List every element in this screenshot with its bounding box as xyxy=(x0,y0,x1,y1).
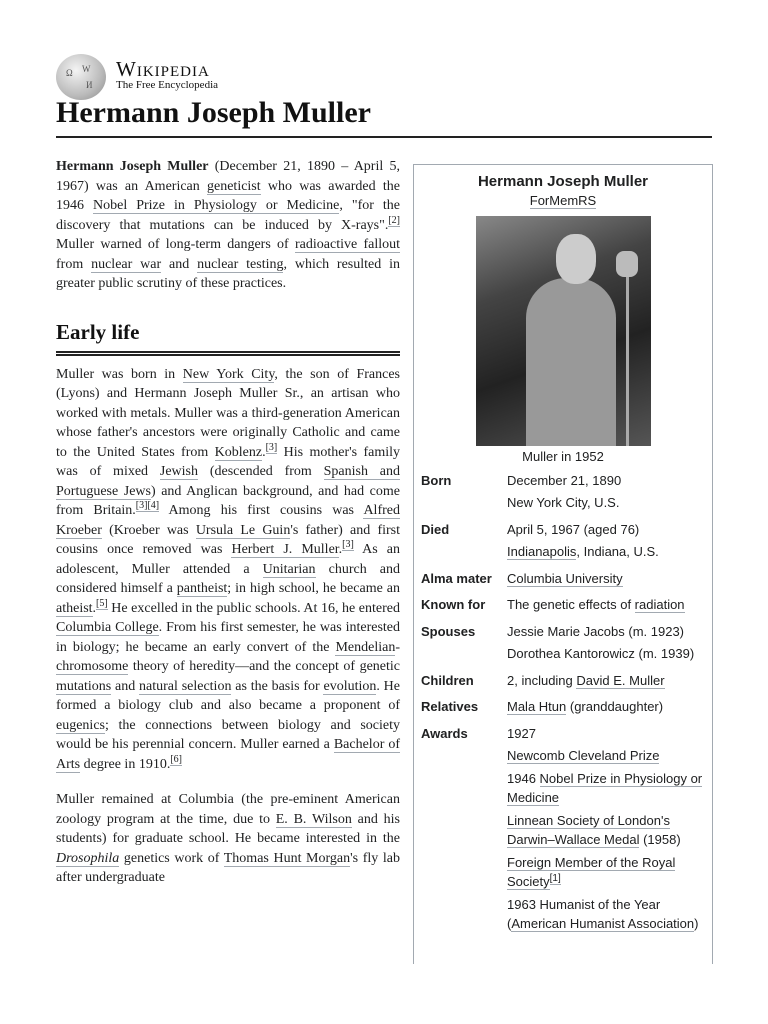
wiki-link[interactable]: Ursula Le Guin xyxy=(195,522,291,538)
wiki-link[interactable]: Unitarian xyxy=(262,561,316,577)
infobox-label: Relatives xyxy=(421,699,479,714)
citation-link[interactable]: [2] xyxy=(388,214,400,226)
photo-caption: Muller in 1952 xyxy=(522,449,604,464)
infobox-label: Awards xyxy=(421,725,468,741)
infobox-value xyxy=(507,671,712,691)
text: , which resulted in greater public scrutiny of these practices. xyxy=(56,256,401,291)
text: 1963 Humanist of the Year ( xyxy=(507,896,661,931)
infobox-value xyxy=(507,853,712,892)
wiki-link[interactable]: Newcomb Cleveland Prize xyxy=(507,748,660,763)
infobox-value xyxy=(507,520,712,540)
wiki-link[interactable]: Columbia College xyxy=(56,620,159,635)
wiki-link[interactable]: eugenics xyxy=(56,717,105,733)
wiki-link[interactable]: Linnean Society of London's Darwin–Wallace Medal xyxy=(507,812,670,847)
wiki-link[interactable]: Nobel Prize in Physiology or Medicine xyxy=(507,770,703,805)
infobox-value xyxy=(507,569,712,589)
section-heading-early-life: Early life xyxy=(56,320,400,356)
infobox-value xyxy=(507,542,712,562)
text: degree in 1910. xyxy=(80,756,171,772)
wiki-link[interactable]: Bachelor of Arts xyxy=(56,737,400,772)
wiki-link[interactable]: mutations xyxy=(56,678,112,694)
infobox-row xyxy=(414,671,712,694)
wiki-link[interactable]: Nobel Prize in Physiology or Medicine xyxy=(93,198,340,213)
text: , "for the discovery that mutations can be induced by X-rays". xyxy=(56,198,400,233)
text: New York City, U.S. xyxy=(507,495,620,510)
citation-link[interactable]: [1] xyxy=(549,872,561,884)
text: . xyxy=(92,600,97,616)
wiki-link[interactable]: atheist xyxy=(56,600,93,616)
formemrs-link[interactable]: ForMemRS xyxy=(529,192,597,208)
infobox-label: Born xyxy=(421,472,452,488)
text: who was awarded the 1946 xyxy=(56,178,400,213)
infobox-label: Alma mater xyxy=(421,570,492,586)
text: Among his first cousins was xyxy=(159,503,364,518)
portrait-photo[interactable] xyxy=(476,216,651,446)
article-body xyxy=(56,157,400,904)
text: 1946 xyxy=(507,770,540,786)
text: December 21, 1890 xyxy=(507,472,622,488)
title-divider xyxy=(56,136,712,138)
wiki-link[interactable]: pantheist xyxy=(176,581,228,596)
citation-link[interactable]: [3][4] xyxy=(135,500,160,512)
infobox-value xyxy=(507,622,712,642)
text: ) and Anglican background, and had come from Britain. xyxy=(56,483,400,518)
paragraph xyxy=(56,790,400,888)
text: - xyxy=(395,639,400,655)
infobox xyxy=(413,164,713,964)
infobox-row xyxy=(414,595,712,618)
wiki-link[interactable]: Mala Htun xyxy=(507,699,567,714)
text: ; the connections between biology and society would be his perennial concern. Muller earned a xyxy=(56,717,400,752)
wiki-link[interactable]: geneticist xyxy=(207,178,261,194)
text: (granddaughter) xyxy=(566,699,664,714)
text: Muller warned of long-term dangers of xyxy=(56,237,295,252)
wiki-link[interactable]: nuclear war xyxy=(91,256,162,272)
text: . xyxy=(338,542,343,557)
wiki-link[interactable]: Spanish and Portuguese Jews xyxy=(56,464,400,499)
text: . From his first semester, he was interested in biology; he became an early convert of the xyxy=(56,620,401,655)
infobox-label: Spouses xyxy=(421,623,476,639)
text: As an adolescent, Muller attended a xyxy=(56,542,400,577)
text: and xyxy=(161,256,198,272)
text: 's father) and first cousins once removed was xyxy=(56,522,401,557)
text: 's fly lab after undergraduate xyxy=(56,850,400,885)
wiki-link[interactable]: chromosome xyxy=(56,659,129,674)
text: The genetic effects of xyxy=(507,597,635,612)
text: Jessie Marie Jacobs (m. 1923) xyxy=(507,623,685,639)
wiki-link[interactable]: Mendelian xyxy=(335,639,396,655)
infobox-label: Children xyxy=(421,672,474,688)
infobox-value xyxy=(507,746,712,766)
infobox-value xyxy=(507,769,712,808)
text: (December 21, 1890 – April 5, 1967) was an American xyxy=(56,159,400,194)
infobox-row xyxy=(414,622,712,667)
text: theory of heredity—and the concept of genetic xyxy=(128,659,400,674)
infobox-value xyxy=(507,471,712,491)
wiki-link[interactable]: Thomas Hunt Morgan xyxy=(223,850,351,866)
wordmark: Wikipedia xyxy=(116,57,210,81)
text: Muller remained at Columbia (the pre-eminent American zoology program at the time, due to xyxy=(56,792,400,827)
infobox-row xyxy=(414,569,712,592)
infobox-value xyxy=(507,644,712,664)
wiki-link[interactable]: Herbert J. Muller xyxy=(231,542,339,557)
text: (1958) xyxy=(639,832,681,847)
text: Hermann Joseph Muller xyxy=(56,159,209,174)
wiki-link[interactable]: nuclear testing xyxy=(197,256,284,272)
text: April 5, 1967 (aged 76) xyxy=(507,521,640,537)
infobox-value xyxy=(507,493,712,513)
infobox-row xyxy=(414,520,712,565)
text: , Indiana, U.S. xyxy=(576,544,659,559)
text: church and considered himself a xyxy=(56,561,400,596)
text: ; in high school, he became an xyxy=(227,581,400,596)
text: 2, including xyxy=(507,672,577,688)
wiki-link[interactable]: Indianapolis xyxy=(507,544,577,559)
wiki-link[interactable]: radiation xyxy=(634,597,685,612)
page-title: Hermann Joseph Muller xyxy=(56,96,371,129)
text: (Kroeber was xyxy=(101,522,196,538)
text: genetics work of xyxy=(119,850,224,866)
tagline: The Free Encyclopedia xyxy=(116,79,219,91)
text: Dorothea Kantorowicz (m. 1939) xyxy=(507,646,695,661)
infobox-label: Died xyxy=(421,521,450,537)
infobox-title: Hermann Joseph Muller xyxy=(477,173,649,190)
text: Muller was born in xyxy=(56,366,183,382)
text: He excelled in the public schools. At 16, he entered xyxy=(107,600,400,616)
infobox-value xyxy=(507,895,712,934)
text: and xyxy=(111,678,140,694)
wiki-link[interactable]: Alfred Kroeber xyxy=(56,503,400,538)
text: His mother's family was of mixed xyxy=(56,444,400,479)
wiki-link[interactable]: Drosophila xyxy=(56,850,120,866)
text: . xyxy=(262,444,266,460)
text: ) xyxy=(694,916,699,931)
infobox-value xyxy=(507,811,712,850)
infobox-value xyxy=(507,724,712,744)
paragraph xyxy=(56,365,400,775)
text: , the son of Frances (Lyons) and Hermann Joseph Muller Sr., an artisan who worked with metals. Muller was a third-generation American whose father's ancestors were originally Catholic and came to the United States from xyxy=(56,366,400,460)
wiki-link[interactable]: evolution xyxy=(323,678,377,694)
wiki-link[interactable]: American Humanist Association xyxy=(511,916,695,931)
text: (descended from xyxy=(198,464,324,479)
infobox-value xyxy=(507,697,712,717)
wiki-link[interactable]: radioactive fallout xyxy=(295,237,401,252)
text: . He formed a biology club and also became a proponent of xyxy=(56,678,400,713)
infobox-row xyxy=(414,471,712,516)
wikipedia-globe-icon: Ω W И xyxy=(56,54,106,100)
intro-paragraph xyxy=(56,157,400,294)
wiki-link[interactable]: natural selection xyxy=(139,678,232,694)
wiki-link[interactable]: E. B. Wilson xyxy=(275,811,352,827)
infobox-label: Known for xyxy=(421,597,486,612)
wiki-link[interactable]: New York City xyxy=(182,366,275,382)
infobox-value xyxy=(507,595,712,615)
infobox-row xyxy=(414,724,712,937)
citation-link[interactable]: [3] xyxy=(265,441,278,453)
citation-link[interactable]: [5] xyxy=(96,597,108,609)
infobox-row xyxy=(414,697,712,720)
text: and his students) for graduate school. He became interested in the xyxy=(56,811,400,846)
wiki-link[interactable]: Jewish xyxy=(159,464,198,479)
wikipedia-logo[interactable] xyxy=(56,54,218,100)
text: from xyxy=(56,256,92,272)
text: 1927 xyxy=(507,725,536,741)
citation-link[interactable]: [3] xyxy=(342,539,354,551)
wiki-link[interactable]: Columbia University xyxy=(507,570,623,586)
wiki-link[interactable]: David E. Muller xyxy=(576,672,665,688)
citation-link[interactable]: [6] xyxy=(170,753,182,765)
wiki-link[interactable]: Koblenz xyxy=(214,444,263,460)
wiki-link[interactable]: Foreign Member of the Royal Society xyxy=(507,854,676,889)
text: as the basis for xyxy=(231,678,324,694)
